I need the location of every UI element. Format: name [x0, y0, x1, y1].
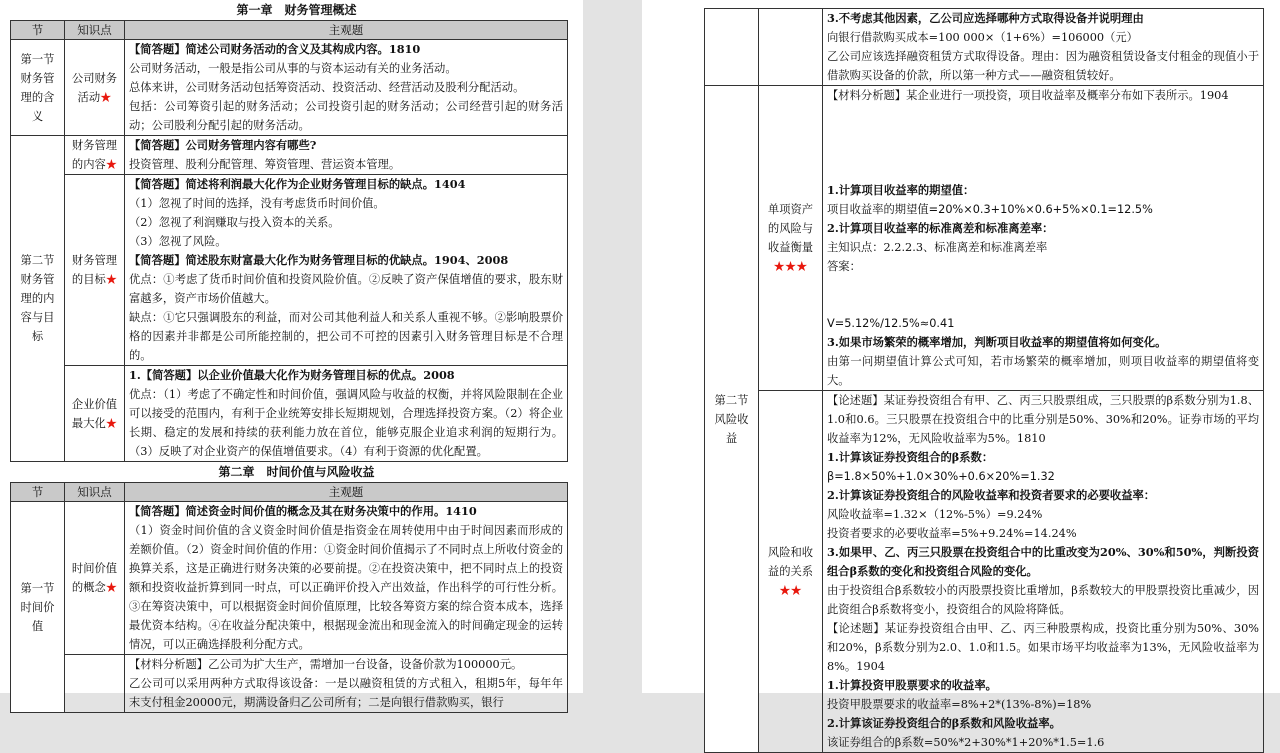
chapter-1-table — [10, 20, 568, 462]
knowledge-point-label: 财务管理的目标 — [71, 254, 118, 286]
question-cell — [125, 502, 568, 655]
question-cell — [125, 655, 568, 713]
question-cell — [125, 40, 568, 136]
chapter-1-title: 第一章 财务管理概述 — [236, 3, 357, 17]
question-cell — [125, 366, 568, 462]
knowledge-point-cell — [65, 136, 125, 175]
importance-stars: ★★★ — [773, 260, 808, 273]
question-line: 乙公司可以采用两种方式取得该设备：一是以融资租赁的方式租入，租期5年，每年年末支付租金20000元，期满设备归乙公司所有；二是向银行借款购买，银行 — [129, 677, 563, 709]
knowledge-point-label: 公司财务活动 — [71, 71, 118, 104]
table-row — [11, 366, 568, 462]
question-line: 投资管理、股利分配管理、筹资管理、营运资本管理。 — [129, 158, 401, 171]
question-line: 公司财务活动，一般是指公司从事的与资本运动有关的业务活动。 — [129, 62, 457, 75]
table-row — [11, 655, 568, 713]
question-line: 乙公司应该选择融资租赁方式取得设备。理由：因为融资租赁设备支付租金的现值小于借款购买设备的价款，所以第一种方式——融资租赁较好。 — [827, 50, 1259, 82]
knowledge-point-cell — [65, 366, 125, 462]
left-document-page — [0, 0, 583, 709]
knowledge-point-cell — [65, 175, 125, 366]
question-line: 【简答题】简述资金时间价值的概念及其在财务决策中的作用。1410 — [129, 504, 477, 518]
question-line: 3.如果甲、乙、丙三只股票在投资组合中的比重改变为20%、30%和50%，判断投资组合β系数的变化和投资组合风险的变化。 — [827, 545, 1259, 578]
question-line — [827, 105, 1259, 181]
chapter-2-title: 第二章 时间价值与风险收益 — [218, 465, 375, 479]
knowledge-point-cell — [759, 86, 823, 391]
table-row — [11, 502, 568, 655]
right-document-page — [642, 0, 1280, 749]
question-line: 优点：（1）考虑了不确定性和时间价值，强调风险与收益的权衡，并将风险限制在企业可以接受的范围内，有利于企业统筹安排长短期规划，合理选择投资方案。（2）将企业长期、稳定的发展和持续的获利能力放在首位，能够克服企业追求利润的短期行为。（3）反映了对企业资产的保值增值要求。（4）有利于资源的优化配置。 — [129, 388, 563, 458]
table-row — [705, 86, 1264, 391]
section-cell: 第二节 风险收益 — [705, 86, 759, 753]
question-line: 由第一问期望值计算公式可知，若市场繁荣的概率增加，则项目收益率的期望值将变大。 — [827, 355, 1259, 387]
question-line: 风险收益率=1.32×（12%-5%）=9.24% — [827, 508, 1043, 521]
question-line: 投资者要求的必要收益率=5%+9.24%=14.24% — [827, 527, 1077, 540]
section-cell: 第二节 财务管理的内容与目标 — [11, 136, 65, 462]
knowledge-point-label: 单项资产的风险与收益衡量 — [767, 203, 814, 254]
header-section: 节 — [11, 21, 65, 40]
question-cell — [823, 86, 1264, 391]
question-line: 项目收益率的期望值=20%×0.3+10%×0.6+5%×0.1=12.5% — [827, 203, 1153, 216]
question-line: 1.计算该证券投资组合的β系数： — [827, 450, 994, 464]
importance-stars: ★ — [105, 581, 118, 594]
question-line: （1）资金时间价值的含义资金时间价值是指资金在周转使用中由于时间因素而形成的差额价值。（2）资金时间价值的作用：①资金时间价值揭示了不同时点上所收付资金的换算关系，这是正确进行财务决策的必要前提。②在投资决策中，把不同时点上的投资额和投资收益折算到同一时点，可以正确评价投入产出效益，作出科学的可行性分析。③在筹资决策中，可以根据资金时间价值原理，比较各筹资方案的综合资本成本，选择最优资本结构。④在收益分配决策中，根据现金流出和现金流入的时间确定现金的运转情况，可以正确选择股利分配方式。 — [129, 524, 563, 651]
question-line: 【简答题】公司财务管理内容有哪些? — [129, 138, 317, 152]
question-line: 【材料分析题】某企业进行一项投资，项目收益率及概率分布如下表所示。1904 — [827, 89, 1229, 102]
knowledge-point-label: 风险和收益的关系 — [767, 546, 814, 578]
knowledge-point-label: 财务管理的内容 — [71, 139, 118, 171]
knowledge-point-cell — [65, 655, 125, 713]
importance-stars: ★ — [105, 158, 118, 171]
question-line: 1.【简答题】以企业价值最大化作为财务管理目标的优点。2008 — [129, 368, 455, 382]
question-line: （3）忽视了风险。 — [129, 235, 227, 248]
knowledge-point-cell — [759, 391, 823, 753]
question-line: 2.计算项目收益率的标准离差和标准离差率： — [827, 221, 1054, 235]
question-line: （2）忽视了利润赚取与投入资本的关系。 — [129, 216, 340, 229]
question-line: 答案： — [827, 260, 861, 273]
question-line: 【论述题】某证券投资组合有甲、乙、丙三只股票组成，三只股票的β系数分别为1.8、1.0和0.6。三只股票在投资组合中的比重分别是50%、30%和20%。证券市场的平均收益率为12%，无风险收益率为5%。1810 — [827, 394, 1259, 445]
question-line: （1）忽视了时间的选择，没有考虑货币时间价值。 — [129, 197, 385, 210]
question-line: 优点：①考虑了货币时间价值和投资风险价值。②反映了资产保值增值的要求，股东财富越多，资产市场价值越大。 — [129, 273, 563, 305]
section-cell: 第一节 财务管理的含义 — [11, 40, 65, 136]
knowledge-point-cell — [65, 502, 125, 655]
question-line: 投资甲股票要求的收益率=8%+2*(13%-8%)=18% — [827, 698, 1092, 711]
knowledge-point-cell-continued — [759, 9, 823, 86]
question-line: 缺点：①它只强调股东的利益，而对公司其他利益人和关系人重视不够。②影响股票价格的因素并非都是公司所能控制的，把公司不可控的因素引入财务管理目标是不合理的。 — [129, 311, 563, 362]
header-subjective-question: 主观题 — [125, 21, 568, 40]
question-cell — [823, 9, 1264, 86]
table-row — [705, 9, 1264, 86]
importance-stars: ★ — [105, 416, 118, 430]
header-knowledge-point: 知识点 — [65, 21, 125, 40]
question-line: 【简答题】简述公司财务活动的含义及其构成内容。1810 — [129, 42, 421, 56]
importance-stars: ★★ — [779, 584, 802, 597]
knowledge-point-label: 企业价值最大化 — [71, 397, 118, 430]
header-subjective-question: 主观题 — [125, 483, 568, 502]
question-line: V=5.12%/12.5%≈0.41 — [827, 317, 955, 330]
table-row — [11, 175, 568, 366]
question-line: 【简答题】简述将利润最大化作为企业财务管理目标的缺点。1404 — [129, 177, 466, 191]
question-line: 该证券组合的β系数=50%*2+30%*1+20%*1.5=1.6 — [827, 736, 1105, 749]
question-cell — [823, 391, 1264, 753]
header-section: 节 — [11, 483, 65, 502]
question-line: 2.计算该证券投资组合的β系数和风险收益率。 — [827, 716, 1061, 730]
question-line: 【简答题】简述股东财富最大化作为财务管理目标的优缺点。1904、2008 — [129, 253, 509, 267]
question-line: 包括：公司筹资引起的财务活动；公司投资引起的财务活动；公司经营引起的财务活动；公司股利分配引起的财务活动。 — [129, 100, 563, 132]
question-line: 由于投资组合β系数较小的丙股票投资比重增加，β系数较大的甲股票投资比重减少，因此资组合β系数将变小，投资组合的风险将降低。 — [827, 584, 1259, 616]
importance-stars: ★ — [100, 90, 112, 104]
table-row — [705, 391, 1264, 753]
question-line — [827, 276, 1259, 314]
knowledge-point-label: 时间价值的概念 — [71, 562, 118, 594]
knowledge-point-cell — [65, 40, 125, 136]
question-line: 3.如果市场繁荣的概率增加，判断项目收益率的期望值将如何变化。 — [827, 335, 1167, 349]
question-line: β=1.8×50%+1.0×30%+0.6×20%=1.32 — [827, 470, 1055, 483]
section-cell-continued — [705, 9, 759, 86]
question-line: 1.计算项目收益率的期望值： — [827, 183, 975, 197]
table-row — [11, 136, 568, 175]
section-cell: 第一节 时间价值 — [11, 502, 65, 713]
chapter-2-table — [10, 482, 568, 713]
question-cell — [125, 136, 568, 175]
question-line: 【论述题】某证券投资组合由甲、乙、丙三种股票构成，投资比重分别为50%、30%和20%，β系数分别为2.0、1.0和1.5。如果市场平均收益率为13%，无风险收益率为8%。1904 — [827, 622, 1259, 673]
chapter-2-continued-table — [704, 8, 1264, 753]
question-line: 向银行借款购买成本=100 000×（1+6%）=106000（元） — [827, 31, 1138, 44]
question-line: 主知识点：2.2.2.3、标准离差和标准离差率 — [827, 241, 1048, 254]
question-cell — [125, 175, 568, 366]
question-line: 1.计算投资甲股票要求的收益率。 — [827, 678, 997, 692]
question-line: 总体来讲，公司财务活动包括筹资活动、投资活动、经营活动及股利分配活动。 — [129, 81, 525, 94]
question-line: 3.不考虑其他因素，乙公司应选择哪种方式取得设备并说明理由 — [827, 11, 1144, 25]
importance-stars: ★ — [105, 273, 118, 286]
table-row — [11, 40, 568, 136]
question-line: 【材料分析题】乙公司为扩大生产，需增加一台设备，设备价款为100000元。 — [129, 658, 523, 671]
question-line: 2.计算该证券投资组合的风险收益率和投资者要求的必要收益率： — [827, 488, 1156, 502]
header-knowledge-point: 知识点 — [65, 483, 125, 502]
